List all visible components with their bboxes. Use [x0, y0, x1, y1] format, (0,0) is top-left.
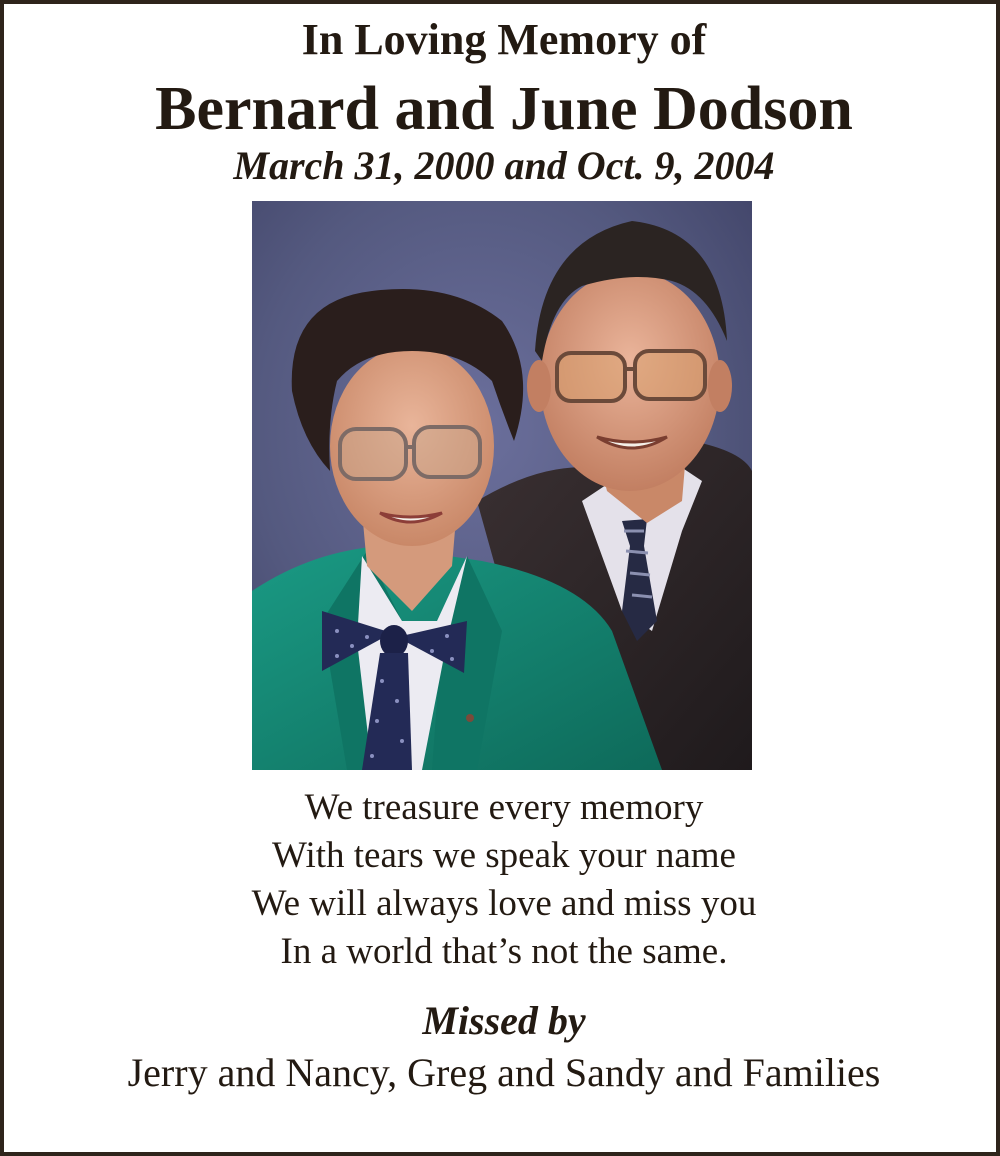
memorial-verse [4, 784, 1000, 976]
verse-line-4: In a world that’s not the same. [280, 931, 728, 972]
honoree-names: Bernard and June Dodson [155, 75, 853, 143]
couple-portrait-photo [252, 201, 752, 770]
verse-line-1: We treasure every memory [304, 787, 704, 828]
memorial-heading: In Loving Memory of [301, 15, 707, 64]
surviving-families: Jerry and Nancy, Greg and Sandy and Families [127, 1050, 881, 1095]
memorial-dates: March 31, 2000 and Oct. 9, 2004 [233, 143, 775, 188]
missed-by-label: Missed by [422, 998, 586, 1043]
verse-line-2: With tears we speak your name [272, 835, 736, 876]
verse-line-3: We will always love and miss you [251, 883, 757, 924]
